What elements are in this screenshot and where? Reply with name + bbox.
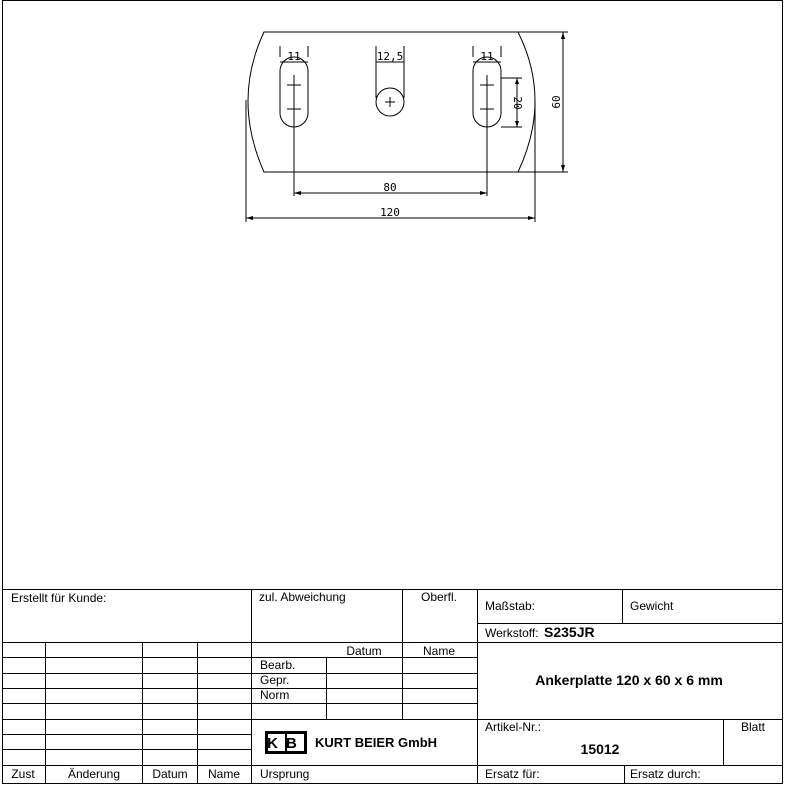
dim-slot-height: 20 — [511, 96, 524, 110]
dim-hole-diameter: 12,5 — [376, 50, 404, 63]
col-datum: Datum — [346, 644, 382, 658]
article-label: Artikel-Nr.: — [485, 720, 542, 734]
row-gepr: Gepr. — [260, 673, 290, 687]
material-value: S235JR — [544, 624, 595, 640]
dim-slot-width-left: 11 — [287, 50, 301, 63]
dim-hole-spacing: 80 — [383, 181, 397, 194]
dim-slot-width-right: 11 — [480, 50, 494, 63]
row-norm: Norm — [260, 688, 290, 702]
dim-plate-height: 60 — [550, 95, 563, 109]
col-name: Name — [422, 644, 456, 658]
footer-ersatz-fuer: Ersatz für: — [485, 767, 540, 781]
customer-label: Erstellt für Kunde: — [11, 591, 107, 605]
footer-name: Name — [207, 767, 241, 781]
sheet-border — [3, 1, 783, 784]
company-logo — [265, 731, 307, 754]
footer-datum: Datum — [152, 767, 188, 781]
part-title: Ankerplatte 120 x 60 x 6 mm — [535, 672, 723, 688]
scale-label: Maßstab: — [485, 599, 536, 613]
material-label: Werkstoff: — [485, 626, 539, 640]
footer-ursprung: Ursprung — [260, 767, 310, 781]
row-bearb: Bearb. — [260, 658, 296, 672]
surface-label: Oberfl. — [421, 590, 458, 604]
company-name: KURT BEIER GmbH — [315, 735, 438, 750]
tolerance-label: zul. Abweichung — [259, 590, 346, 604]
footer-aenderung: Änderung — [67, 767, 121, 781]
footer-zust: Zust — [11, 767, 35, 781]
article-number: 15012 — [580, 741, 620, 757]
sheet-label: Blatt — [741, 720, 766, 734]
dim-plate-width: 120 — [380, 206, 400, 219]
svg-text:KB: KB — [267, 735, 305, 752]
footer-ersatz-durch: Ersatz durch: — [630, 767, 701, 781]
weight-label: Gewicht — [630, 599, 674, 613]
